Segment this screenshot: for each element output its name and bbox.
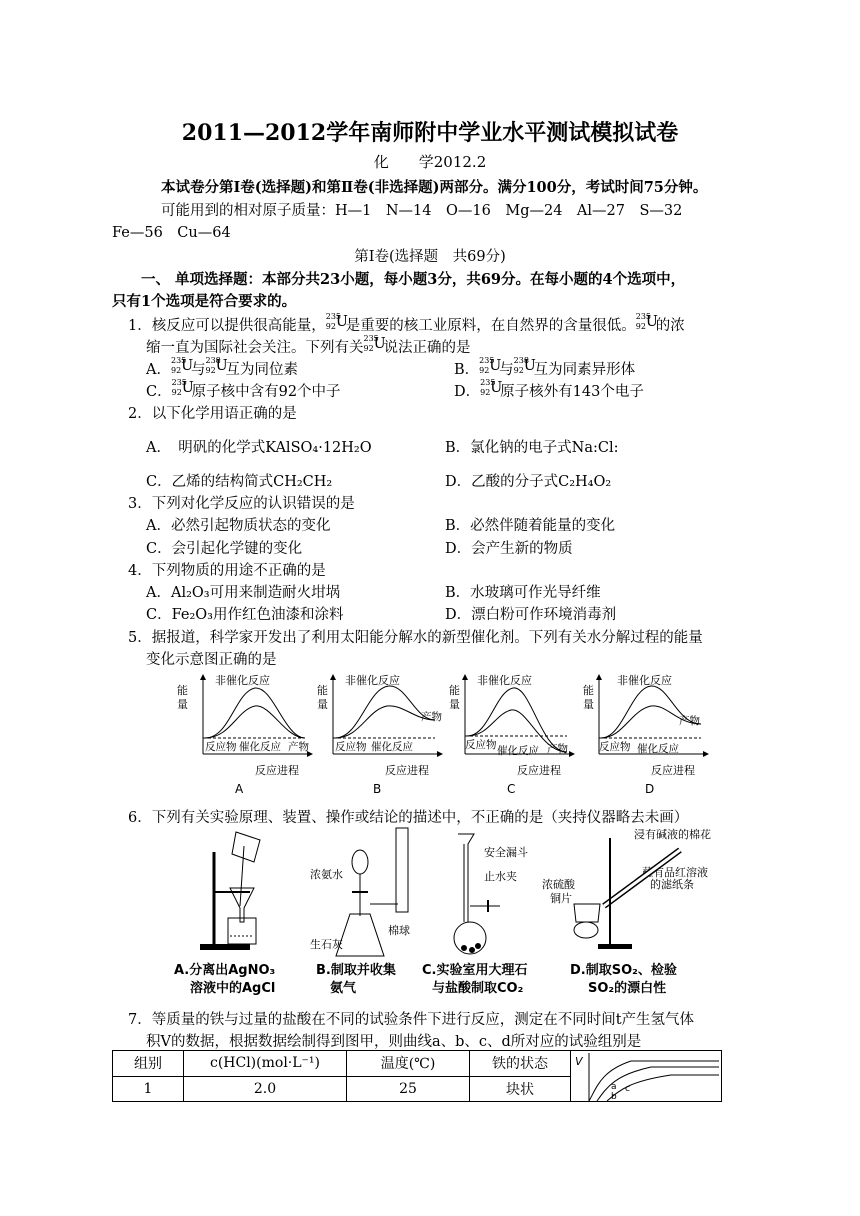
curve-label-b: b bbox=[611, 1092, 617, 1101]
q1-option-a[interactable] bbox=[146, 358, 298, 379]
nuclide-symbol: U bbox=[181, 380, 194, 396]
y-axis-label: 能 bbox=[583, 684, 594, 697]
y-axis-label: 量 bbox=[449, 698, 460, 711]
q1-option-b[interactable] bbox=[454, 358, 635, 379]
intro-line-3: Fe—56 Cu—64 bbox=[112, 225, 231, 241]
y-axis-label: 能 bbox=[449, 684, 460, 697]
diagram-letter: D bbox=[645, 782, 655, 796]
noncatalytic-label: 非催化反应 bbox=[345, 674, 400, 687]
nuclide-z: 92 bbox=[325, 322, 336, 331]
nuclide-z: 92 bbox=[635, 322, 646, 331]
dropping-funnel bbox=[352, 850, 368, 874]
q3-option-d[interactable]: D．会产生新的物质 bbox=[445, 541, 573, 557]
reactant-label: 反应物 bbox=[335, 741, 367, 753]
label-ammonia-water: 浓氨水 bbox=[310, 868, 343, 881]
noncatalytic-label: 非催化反应 bbox=[477, 674, 532, 687]
nuclide-mass: 235 bbox=[479, 356, 495, 365]
filtration-apparatus[interactable] bbox=[174, 832, 275, 996]
option-text: 与 bbox=[190, 362, 206, 378]
reactant-label: 反应物 bbox=[599, 741, 631, 753]
nuclide-z: 92 bbox=[480, 388, 491, 397]
nuclide-mass: 235 bbox=[635, 312, 652, 321]
nuclide-mass: 235 bbox=[170, 356, 187, 365]
nuclide-u235 bbox=[479, 356, 502, 375]
label-dye-paper: 的滤纸条 bbox=[650, 878, 694, 891]
apparatus-figures bbox=[170, 826, 750, 1006]
q1-stem-line-1 bbox=[128, 314, 685, 335]
nuclide-u235 bbox=[325, 312, 348, 331]
x-axis-label: 反应进程 bbox=[651, 764, 695, 777]
spirit-lamp bbox=[574, 922, 598, 938]
option-text: 原子核外有143个电子 bbox=[500, 384, 644, 400]
energy-diagrams bbox=[175, 670, 735, 800]
option-text: 互为同位素 bbox=[225, 362, 298, 378]
caption-c: C.实验室用大理石 bbox=[422, 963, 528, 978]
table-cell: 2.0 bbox=[184, 1076, 347, 1102]
q1-stem-text: 的浓 bbox=[655, 318, 685, 334]
nuclide-mass: 235 bbox=[325, 312, 342, 321]
ammonia-apparatus[interactable] bbox=[310, 828, 410, 996]
q1-option-c[interactable] bbox=[146, 380, 341, 401]
q3-option-b[interactable]: B．必然伴随着能量的变化 bbox=[445, 518, 616, 534]
diagram-letter: C bbox=[507, 782, 516, 796]
pouring-beaker bbox=[232, 832, 260, 862]
nuclide-symbol: U bbox=[180, 358, 194, 374]
caption-d: D.制取SO₂、检验 bbox=[570, 963, 677, 978]
nuclide-mass: 235 bbox=[363, 334, 379, 343]
product-label: 产物 bbox=[288, 741, 309, 753]
nuclide-mass: 238 bbox=[205, 356, 221, 365]
graph-cell bbox=[571, 1051, 722, 1102]
q1-option-d[interactable] bbox=[454, 380, 644, 401]
header-cell: 铁的状态 bbox=[470, 1051, 571, 1077]
label-alkali-cotton: 浸有碱液的棉花 bbox=[634, 828, 711, 841]
nuclide-z: 92 bbox=[171, 388, 182, 397]
nuclide-z: 92 bbox=[513, 366, 524, 375]
product-label: 产物 bbox=[679, 715, 700, 727]
label-cotton: 棉球 bbox=[388, 924, 410, 937]
label-copper: 铜片 bbox=[550, 892, 572, 905]
option-label: C． bbox=[146, 384, 172, 400]
label-dye-paper: 蘸有品红溶液 bbox=[642, 866, 708, 879]
energy-diagram-b[interactable] bbox=[317, 673, 443, 796]
y-axis-label: 能 bbox=[177, 684, 188, 697]
option-label: D． bbox=[454, 384, 481, 400]
q2-option-c[interactable]: C．乙烯的结构简式CH₂CH₂ bbox=[146, 474, 333, 490]
q4-stem: 4．下列物质的用途不正确的是 bbox=[128, 563, 326, 579]
nuclide-symbol: U bbox=[373, 336, 386, 352]
nuclide-u235 bbox=[363, 334, 386, 353]
y-axis-label: 能 bbox=[317, 684, 328, 697]
q2-option-b[interactable]: B．氯化钠的电子式Na:Cl: bbox=[445, 440, 619, 456]
option-text: 原子核中含有92个中子 bbox=[191, 384, 341, 400]
q7-stem-line-2: 积V的数据，根据数据绘制得到图甲，则曲线a、b、c、d所对应的试验组别是 bbox=[146, 1034, 642, 1050]
catalytic-label: 催化反应 bbox=[239, 741, 281, 753]
q2-option-a[interactable]: A． 明矾的化学式KAlSO₄·12H₂O bbox=[146, 440, 372, 456]
page-title: 2011—2012学年南师附中学业水平测试模拟试卷 bbox=[181, 120, 679, 146]
co2-apparatus[interactable] bbox=[422, 834, 528, 996]
label-safety-funnel: 安全漏斗 bbox=[484, 846, 528, 859]
intro-line-2: 可能用到的相对原子质量：H—1 N—14 O—16 Mg—24 Al—27 S—32 bbox=[161, 203, 683, 219]
noncatalytic-label: 非催化反应 bbox=[215, 674, 270, 687]
nuclide-u238 bbox=[205, 356, 228, 375]
q1-stem-text: 缩一直为国际社会关注。下列有关 bbox=[146, 340, 364, 356]
experiment-table bbox=[112, 1050, 722, 1102]
energy-diagram-c[interactable] bbox=[449, 673, 575, 796]
nuclide-symbol: U bbox=[489, 358, 502, 374]
reactant-label: 反应物 bbox=[465, 739, 497, 751]
caption-b: 氨气 bbox=[330, 981, 357, 996]
energy-diagram-d[interactable] bbox=[583, 673, 709, 796]
q3-option-c[interactable]: C．会引起化学键的变化 bbox=[146, 541, 303, 557]
label-water-clamp: 止水夹 bbox=[484, 870, 517, 883]
q6-stem: 6．下列有关实验原理、装置、操作或结论的描述中，不正确的是（夹持仪器略去未画） bbox=[128, 810, 689, 826]
nuclide-z: 92 bbox=[363, 344, 374, 353]
nuclide-u235 bbox=[635, 312, 658, 331]
nuclide-z: 92 bbox=[479, 366, 490, 375]
option-text: 与 bbox=[499, 362, 514, 378]
graph-y-label: V bbox=[575, 1055, 583, 1068]
q1-stem-text: 1．核反应可以提供很高能量， bbox=[128, 318, 326, 334]
caption-c: 与盐酸制取CO₂ bbox=[432, 981, 524, 996]
table-cell: 1 bbox=[113, 1076, 184, 1102]
volume-time-graph bbox=[571, 1051, 721, 1101]
nuclide-u235 bbox=[480, 378, 503, 397]
option-label: A． bbox=[146, 362, 171, 378]
nuclide-z: 92 bbox=[205, 366, 216, 375]
option-text: 互为同素异形体 bbox=[533, 362, 636, 378]
caption-b: B.制取并收集 bbox=[316, 963, 396, 978]
q1-stem-text: 说法正确的是 bbox=[383, 340, 471, 356]
header-cell: 组别 bbox=[113, 1051, 184, 1077]
q3-option-a[interactable]: A．必然引起物质状态的变化 bbox=[146, 518, 331, 534]
x-axis-label: 反应进程 bbox=[385, 764, 429, 777]
catalytic-label: 催化反应 bbox=[497, 745, 539, 757]
nuclide-u238 bbox=[513, 356, 536, 375]
stand-base bbox=[200, 944, 250, 950]
nuclide-u235 bbox=[171, 378, 194, 397]
q7-stem-line-1: 7．等质量的铁与过量的盐酸在不同的试验条件下进行反应，测定在不同时间t产生氢气体 bbox=[128, 1012, 695, 1028]
q3-stem: 3．下列对化学反应的认识错误的是 bbox=[128, 496, 355, 512]
nuclide-mass: 238 bbox=[513, 356, 529, 365]
nuclide-symbol: U bbox=[523, 358, 536, 374]
x-axis-label: 反应进程 bbox=[517, 764, 561, 777]
subject-line: 化 学2012.2 bbox=[373, 153, 487, 171]
q4-option-c[interactable]: C．Fe₂O₃用作红色油漆和涂料 bbox=[146, 607, 344, 623]
q1-stem-line-2 bbox=[146, 336, 471, 357]
nuclide-symbol: U bbox=[215, 358, 228, 374]
y-axis-label: 量 bbox=[177, 698, 188, 711]
nuclide-u235 bbox=[170, 356, 194, 375]
caption-d: SO₂的漂白性 bbox=[588, 981, 667, 996]
header-cell: c(HCl)(mol·L⁻¹) bbox=[184, 1051, 347, 1077]
nuclide-symbol: U bbox=[490, 380, 503, 396]
nuclide-mass: 235 bbox=[480, 378, 496, 387]
noncatalytic-label: 非催化反应 bbox=[617, 674, 672, 687]
nuclide-symbol: U bbox=[335, 314, 348, 330]
section-instruction-1: 一、 单项选择题：本部分共23小题，每小题3分，共69分。在每小题的4个选项中， bbox=[141, 271, 686, 288]
conical-flask bbox=[336, 914, 384, 956]
label-sulfuric-acid: 浓硫酸 bbox=[542, 878, 575, 891]
x-axis-label: 反应进程 bbox=[255, 764, 299, 777]
section-heading: 第Ⅰ卷(选择题 共69分) bbox=[354, 249, 506, 265]
q4-option-d[interactable]: D．漂白粉可作环境消毒剂 bbox=[445, 607, 617, 623]
q1-stem-text: 是重要的核工业原料，在自然界的含量很低。 bbox=[345, 318, 636, 334]
header-cell: 温度(℃) bbox=[347, 1051, 470, 1077]
q4-option-b[interactable]: B．水玻璃可作光导纤维 bbox=[445, 585, 601, 601]
caption-a: A.分离出AgNO₃ bbox=[174, 963, 276, 978]
so2-apparatus[interactable] bbox=[542, 827, 711, 996]
catalytic-label: 催化反应 bbox=[637, 743, 679, 755]
q2-stem: 2．以下化学用语正确的是 bbox=[128, 406, 297, 422]
collection-tube bbox=[396, 828, 408, 912]
caption-a: 溶液中的AgCl bbox=[190, 981, 276, 996]
nuclide-mass: 235 bbox=[171, 378, 187, 387]
diagram-letter: A bbox=[235, 782, 244, 796]
energy-diagram-a[interactable] bbox=[177, 673, 313, 796]
curve-label-c: c bbox=[625, 1084, 630, 1094]
product-label: 产物 bbox=[421, 711, 442, 723]
table-header-row bbox=[113, 1051, 722, 1077]
catalytic-label: 催化反应 bbox=[371, 741, 413, 753]
q5-stem-line-2: 变化示意图正确的是 bbox=[146, 652, 277, 668]
reactant-label: 反应物 bbox=[205, 741, 237, 753]
diagram-letter: B bbox=[373, 782, 382, 796]
nuclide-z: 92 bbox=[170, 366, 182, 375]
q2-option-d[interactable]: D．乙酸的分子式C₂H₄O₂ bbox=[445, 474, 612, 490]
y-axis-label: 量 bbox=[583, 698, 594, 711]
y-axis-label: 量 bbox=[317, 698, 328, 711]
q5-stem-line-1: 5．据报道，科学家开发出了利用太阳能分解水的新型催化剂。下列有关水分解过程的能量 bbox=[128, 630, 703, 646]
intro-line-1: 本试卷分第Ⅰ卷(选择题)和第Ⅱ卷(非选择题)两部分。满分100分，考试时间75分钟。 bbox=[161, 179, 708, 196]
q4-option-a[interactable]: A．Al₂O₃可用来制造耐火坩埚 bbox=[146, 585, 341, 601]
curve-label-a: a bbox=[611, 1082, 617, 1092]
label-quicklime: 生石灰 bbox=[310, 938, 343, 951]
product-label: 产物 bbox=[547, 743, 568, 755]
table-cell: 块状 bbox=[470, 1076, 571, 1102]
table-cell: 25 bbox=[347, 1076, 470, 1102]
nuclide-symbol: U bbox=[645, 314, 658, 330]
option-label: B． bbox=[454, 362, 480, 378]
section-instruction-2: 只有1个选项是符合要求的。 bbox=[112, 293, 297, 310]
